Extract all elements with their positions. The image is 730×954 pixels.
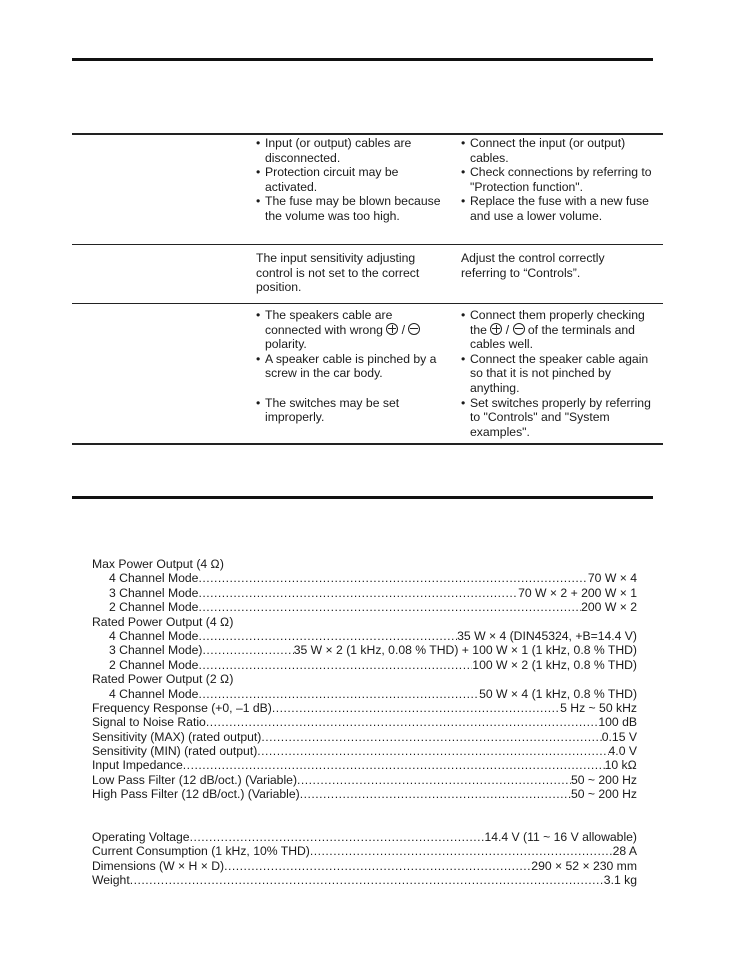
- dot-leader: [272, 701, 560, 715]
- specifications-header-rule: [72, 496, 653, 499]
- plus-circle-icon: [490, 323, 502, 335]
- table-row: [461, 136, 655, 224]
- remedy-item: • Connect the speaker cable again so that it is not pinched by anything.: [461, 352, 657, 396]
- remedy-item: • Set switches properly by referring to "Controls" and "System examples".: [461, 396, 657, 440]
- spec-row: 2 Channel Mode ..... 200 W × 2: [92, 600, 637, 614]
- spec-row: Current Consumption (1 kHz, 10% THD) ..... 28 A: [92, 844, 637, 858]
- cause-item: • Protection circuit may be activated.: [256, 165, 446, 194]
- spec-row: Input Impedance ..... 10 kΩ: [92, 758, 637, 772]
- dot-leader: [130, 873, 604, 887]
- spec-row: Dimensions (W × H × D) ..... 290 × 52 × 230 mm: [92, 859, 637, 873]
- spec-row: 4 Channel Mode ..... 70 W × 4: [92, 571, 637, 585]
- spec-row: High Pass Filter (12 dB/oct.) (Variable) ..... 50 ~ 200 Hz: [92, 787, 637, 801]
- dot-leader: [198, 687, 479, 701]
- dot-leader: [206, 715, 599, 729]
- cause-list: [256, 308, 448, 425]
- dot-leader: [198, 586, 518, 600]
- spec-heading: Max Power Output (4 Ω): [92, 557, 224, 571]
- spec-row: Signal to Noise Ratio ..... 100 dB: [92, 715, 637, 729]
- remedy-item: • Check connections by referring to "Protection function".: [461, 165, 655, 194]
- table-row: [256, 136, 446, 224]
- remedy-list: [461, 308, 657, 439]
- troubleshooting-header-rule: [72, 58, 653, 61]
- cause-item: • The switches may be set improperly.: [256, 396, 448, 425]
- remedy-item: • Connect the input (or output) cables.: [461, 136, 655, 165]
- dot-leader: [190, 830, 485, 844]
- spec-row: 3 Channel Mode ..... 70 W × 2 + 200 W × 1: [92, 586, 637, 600]
- cause-item: • The speakers cable are connected with wrong / polarity.: [256, 308, 448, 352]
- dot-leader: [297, 773, 571, 787]
- minus-circle-icon: [513, 323, 525, 335]
- table-row: [461, 308, 657, 439]
- table-row-divider: [72, 303, 663, 304]
- minus-circle-icon: [408, 323, 420, 335]
- spec-list-audio: [92, 557, 637, 802]
- dot-leader: [310, 844, 613, 858]
- dot-leader: [198, 571, 587, 585]
- table-row: [256, 308, 448, 425]
- spec-row: 2 Channel Mode ..... 100 W × 2 (1 kHz, 0.8 % THD): [92, 658, 637, 672]
- spec-row: Operating Voltage ..... 14.4 V (11 ~ 16 V allowable): [92, 830, 637, 844]
- dot-leader: [198, 658, 472, 672]
- spec-row: Weight ..... 3.1 kg: [92, 873, 637, 887]
- cause-item: • A speaker cable is pinched by a screw in the car body.: [256, 352, 448, 381]
- dot-leader: [203, 643, 294, 657]
- plus-circle-icon: [386, 323, 398, 335]
- cause-list: [256, 136, 446, 224]
- remedy-text: Adjust the control correctly referring to “Controls”.: [461, 251, 605, 280]
- dot-leader: [300, 787, 571, 801]
- dot-leader: [198, 600, 581, 614]
- cause-item: • The fuse may be blown because the volume was too high.: [256, 194, 446, 223]
- spec-row: 4 Channel Mode ..... 50 W × 4 (1 kHz, 0.8 % THD): [92, 687, 637, 701]
- table-bottom-rule: [72, 443, 663, 445]
- remedy-item: • Connect them properly checking the / of the terminals and cables well.: [461, 308, 657, 352]
- table-row-divider: [72, 244, 663, 245]
- spec-row: Frequency Response (+0, –1 dB) ..... 5 Hz ~ 50 kHz: [92, 701, 637, 715]
- remedy-item: • Replace the fuse with a new fuse and use a lower volume.: [461, 194, 655, 223]
- dot-leader: [224, 859, 531, 873]
- spec-row: 4 Channel Mode ..... 35 W × 4 (DIN45324, +B=14.4 V): [92, 629, 637, 643]
- spec-list-general: [92, 830, 637, 888]
- spec-heading: Rated Power Output (2 Ω): [92, 672, 234, 687]
- remedy-list: [461, 136, 655, 224]
- dot-leader: [261, 730, 601, 744]
- spec-heading: Rated Power Output (4 Ω): [92, 614, 234, 629]
- spec-row: 3 Channel Mode) ..... 35 W × 2 (1 kHz, 0.08 % THD) + 100 W × 1 (1 kHz, 0.8 % THD): [92, 643, 637, 657]
- table-top-rule: [72, 133, 663, 135]
- cause-item: • Input (or output) cables are disconnected.: [256, 136, 446, 165]
- dot-leader: [198, 629, 457, 643]
- spec-row: Low Pass Filter (12 dB/oct.) (Variable) ..... 50 ~ 200 Hz: [92, 773, 637, 787]
- cause-text: The input sensitivity adjusting control is not set to the correct position.: [256, 251, 420, 295]
- dot-leader: [183, 758, 605, 772]
- spec-row: Sensitivity (MIN) (rated output) ..... 4.0 V: [92, 744, 637, 758]
- dot-leader: [257, 744, 608, 758]
- spec-row: Sensitivity (MAX) (rated output) ..... 0.15 V: [92, 730, 637, 744]
